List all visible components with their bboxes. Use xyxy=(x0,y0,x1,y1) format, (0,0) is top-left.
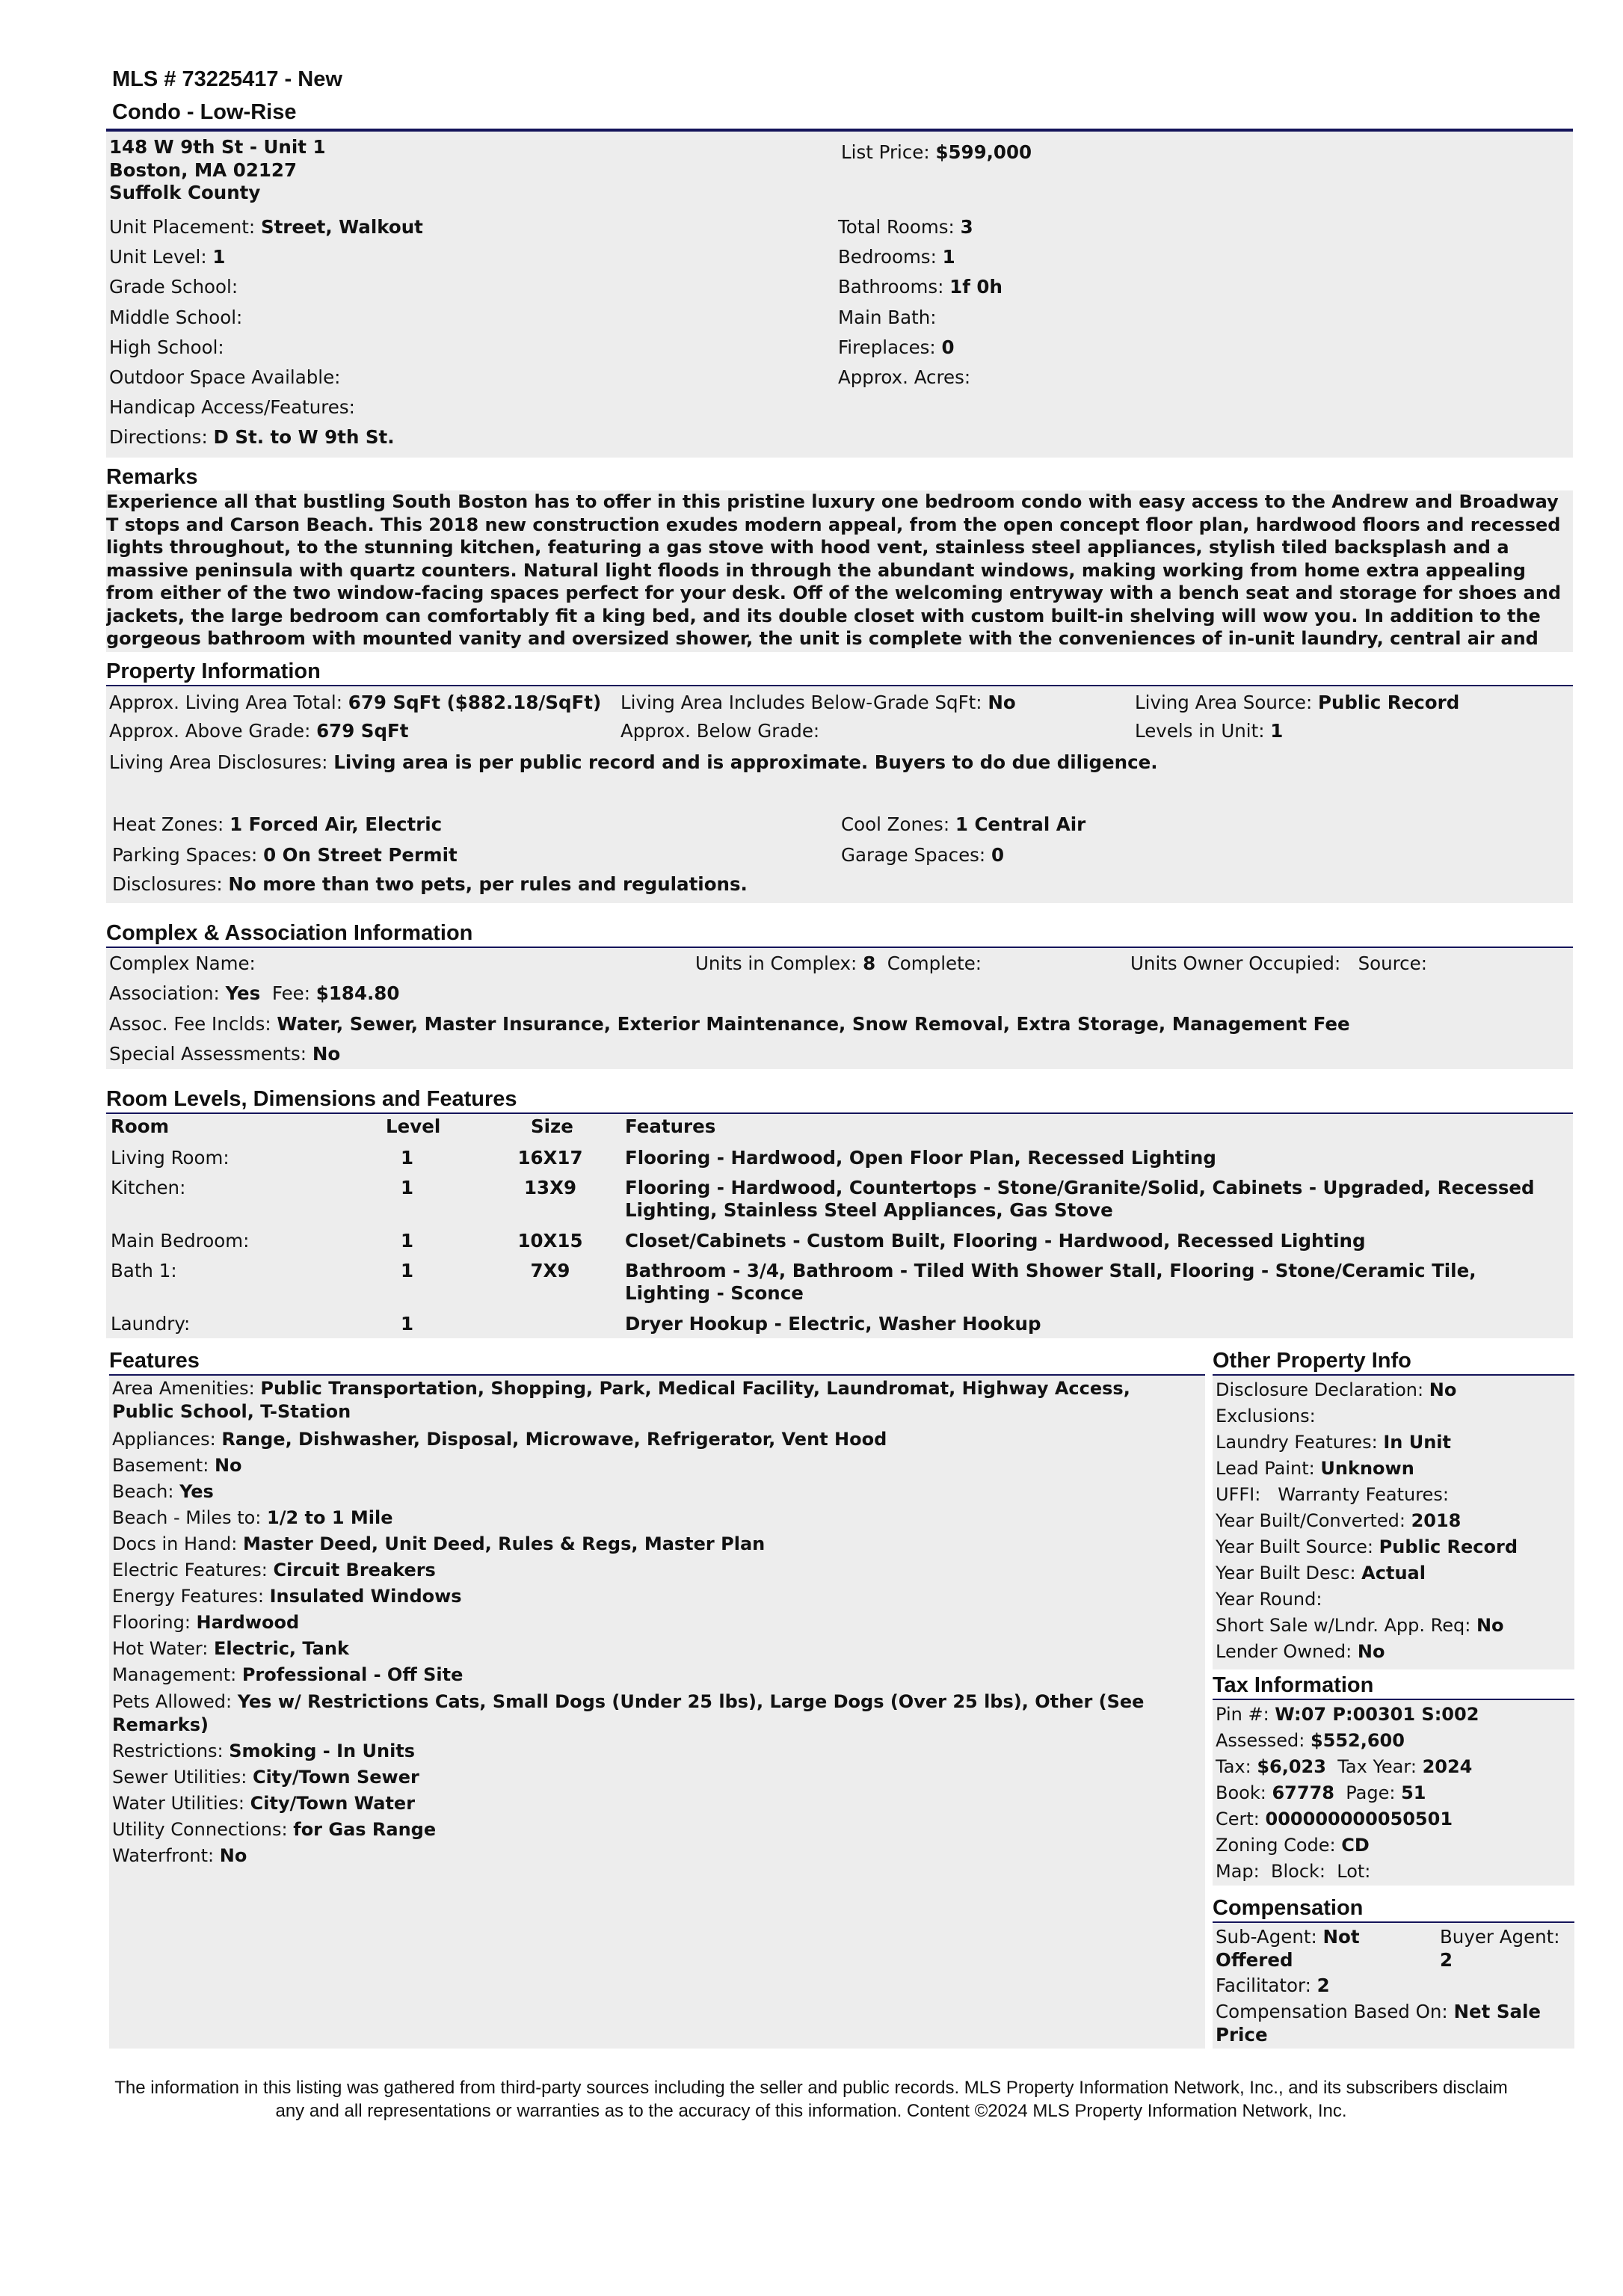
feature-beach: Beach: Yes xyxy=(112,1481,214,1502)
levels-in-unit: Levels in Unit: 1 xyxy=(1135,720,1284,742)
cool-zones: Cool Zones: 1 Central Air xyxy=(841,813,1086,835)
remarks-title: Remarks xyxy=(106,464,1573,492)
units-owner-occupied: Units Owner Occupied: Source: xyxy=(1130,952,1427,974)
tax-book: Book: 67778 Page: 51 xyxy=(1216,1782,1426,1803)
field-bedrooms: Bedrooms: 1 xyxy=(838,246,955,268)
address-county: Suffolk County xyxy=(109,182,261,203)
feature-basement: Basement: No xyxy=(112,1455,242,1476)
features-list xyxy=(112,1376,1189,1869)
field-total-rooms: Total Rooms: 3 xyxy=(838,216,973,238)
feature-management: Management: Professional - Off Site xyxy=(112,1664,464,1685)
tax-list xyxy=(1216,1702,1567,1885)
room-row-features: Flooring - Hardwood, Open Floor Plan, Recessed Lighting xyxy=(625,1147,1216,1169)
below-grade: Approx. Below Grade: xyxy=(620,720,820,742)
disclaimer-footer: The information in this listing was gathered from third-party sources including the seller and public records. MLS Property Information Network, Inc., and its subscribers disclaim any and all representations or warranties as to the accuracy of this information. Content ©2024 MLS Property Information Network, Inc. xyxy=(114,2078,1508,2121)
living-area-disclosures: Living Area Disclosures: Living area is per public record and is approximate. Buyers to do due diligence. xyxy=(109,751,1158,773)
room-row-size: 10X15 xyxy=(517,1230,583,1252)
feature-electric: Electric Features: Circuit Breakers xyxy=(112,1560,436,1581)
other-short-sale: Short Sale w/Lndr. App. Req: No xyxy=(1216,1615,1504,1636)
living-area-total: Approx. Living Area Total: 679 SqFt ($882.18/SqFt) xyxy=(109,692,602,713)
other-year-built: Year Built/Converted: 2018 xyxy=(1216,1510,1462,1531)
complex-name: Complex Name: xyxy=(109,952,256,974)
feature-appliances: Appliances: Range, Dishwasher, Disposal, Microwave, Refrigerator, Vent Hood xyxy=(112,1429,887,1450)
room-row-level: 1 xyxy=(401,1230,414,1252)
field-acres: Approx. Acres: xyxy=(838,366,971,389)
room-row-features: Bathroom - 3/4, Bathroom - Tiled With Shower Stall, Flooring - Stone/Ceramic Tile, Lighting - Sconce xyxy=(625,1260,1476,1304)
room-row-size: 13X9 xyxy=(523,1177,577,1198)
feature-sewer: Sewer Utilities: City/Town Sewer xyxy=(112,1767,419,1788)
feature-restrictions: Restrictions: Smoking - In Units xyxy=(112,1741,416,1761)
address-city: Boston, MA 02127 xyxy=(109,158,298,181)
garage-spaces: Garage Spaces: 0 xyxy=(841,844,1005,866)
field-unit-level: Unit Level: 1 xyxy=(109,246,226,268)
other-disclosure: Disclosure Declaration: No xyxy=(1216,1379,1457,1400)
field-main-bath: Main Bath: xyxy=(838,306,937,328)
parking-spaces: Parking Spaces: 0 On Street Permit xyxy=(112,844,458,866)
feature-beach-miles: Beach - Miles to: 1/2 to 1 Mile xyxy=(112,1507,393,1528)
tax-amount: Tax: $6,023 Tax Year: 2024 xyxy=(1216,1756,1473,1777)
feature-energy: Energy Features: Insulated Windows xyxy=(112,1586,462,1607)
tax-assessed: Assessed: $552,600 xyxy=(1216,1730,1405,1751)
right-fields xyxy=(838,212,1003,393)
units-in-complex: Units in Complex: 8 Complete: xyxy=(695,952,982,974)
other-laundry: Laundry Features: In Unit xyxy=(1216,1432,1452,1453)
other-info-title: Other Property Info xyxy=(1213,1347,1574,1376)
field-high-school: High School: xyxy=(109,336,224,358)
rooms-header-features: Features xyxy=(625,1115,716,1137)
listing-header xyxy=(112,63,342,129)
room-row-features: Dryer Hookup - Electric, Washer Hookup xyxy=(625,1313,1041,1335)
other-year-source: Year Built Source: Public Record xyxy=(1216,1536,1518,1557)
compensation-title: Compensation xyxy=(1213,1895,1574,1923)
property-type: Condo - Low-Rise xyxy=(112,100,297,124)
room-row-level: 1 xyxy=(401,1147,414,1169)
comp-sub-agent: Sub-Agent: Not Offered xyxy=(1216,1926,1360,1971)
room-row-room: Main Bedroom: xyxy=(111,1230,250,1252)
other-year-round: Year Round: xyxy=(1216,1589,1322,1610)
feature-pets: Pets Allowed: Yes w/ Restrictions Cats, Small Dogs (Under 25 lbs), Large Dogs (Over 25 lbs), Other (See Remarks) xyxy=(112,1691,1145,1735)
feature-docs: Docs in Hand: Master Deed, Unit Deed, Rules & Regs, Master Plan xyxy=(112,1533,766,1554)
feature-flooring: Flooring: Hardwood xyxy=(112,1612,300,1633)
feature-hot-water: Hot Water: Electric, Tank xyxy=(112,1638,349,1659)
address-street: 148 W 9th St - Unit 1 xyxy=(109,136,326,158)
room-row-level: 1 xyxy=(401,1260,414,1281)
address-block xyxy=(109,136,326,205)
room-row-features: Flooring - Hardwood, Countertops - Stone/Granite/Solid, Cabinets - Upgraded, Recessed Lighting, Stainless Steel Appliances, Gas Stove xyxy=(625,1177,1535,1221)
field-bathrooms: Bathrooms: 1f 0h xyxy=(838,276,1003,298)
list-price-value: $599,000 xyxy=(935,141,1032,163)
other-lender-owned: Lender Owned: No xyxy=(1216,1641,1385,1662)
rooms-title: Room Levels, Dimensions and Features xyxy=(106,1086,1573,1114)
feature-utility: Utility Connections: for Gas Range xyxy=(112,1819,437,1840)
comp-buyer-agent: Buyer Agent: 2 xyxy=(1440,1926,1560,1971)
room-row-room: Bath 1: xyxy=(111,1260,177,1281)
room-row-level: 1 xyxy=(401,1313,414,1335)
property-info-panel xyxy=(106,686,1573,903)
room-row-features: Closet/Cabinets - Custom Built, Flooring - Hardwood, Recessed Lighting xyxy=(625,1230,1366,1252)
special-assessments: Special Assessments: No xyxy=(109,1043,341,1065)
tax-pin: Pin #: W:07 P:00301 S:002 xyxy=(1216,1704,1479,1725)
field-grade-school: Grade School: xyxy=(109,276,238,298)
remarks-text: Experience all that bustling South Boston has to offer in this pristine luxury one bedroom condo with easy access to the Andrew and Broadway T stops and Carson Beach. This 2018 new construction exudes modern appeal, from the open concept floor plan, hardwood floors and recessed lights throughout, to the stunning kitchen, featuring a gas stove with hood vent, stainless steel appliances, stylish tiled backsplash and a massive peninsula with quartz counters. Natural light floods in through the abundant windows, making working from home extra appealing from either of the two window-facing spaces perfect for your desk. Off of the welcoming entryway with a bench seat and storage for shoes and jackets, the large bedroom can comfortably fit a king bed, and its double closet with custom built-in shelving will wow you. In addition to the gorgeous bathroom with mounted vanity and oversized shower, the unit is complete with the conveniences of in-unit laundry, central air and xyxy=(106,490,1573,652)
room-row-room: Living Room: xyxy=(111,1147,230,1169)
field-directions: Directions: D St. to W 9th St. xyxy=(109,426,395,449)
other-lead-paint: Lead Paint: Unknown xyxy=(1216,1458,1414,1479)
mls-number: MLS # 73225417 - New xyxy=(112,67,342,91)
feature-area-amenities: Area Amenities: Public Transportation, Shopping, Park, Medical Facility, Laundromat, Highway Access, Public School, T-Station xyxy=(112,1378,1130,1422)
tax-zoning: Zoning Code: CD xyxy=(1216,1835,1370,1856)
room-row-size: 7X9 xyxy=(530,1260,570,1281)
tax-title: Tax Information xyxy=(1213,1672,1574,1700)
fee-includes: Assoc. Fee Inclds: Water, Sewer, Master Insurance, Exterior Maintenance, Snow Removal, Extra Storage, Management Fee xyxy=(109,1013,1350,1035)
includes-below-grade: Living Area Includes Below-Grade SqFt: No xyxy=(620,692,1016,713)
field-middle-school: Middle School: xyxy=(109,306,243,328)
other-info-list xyxy=(1216,1377,1567,1665)
field-fireplaces: Fireplaces: 0 xyxy=(838,336,955,358)
room-row-room: Laundry: xyxy=(111,1313,191,1335)
tax-cert: Cert: 000000000050501 xyxy=(1216,1809,1453,1829)
rooms-header-level: Level xyxy=(386,1115,441,1137)
disclosures: Disclosures: No more than two pets, per rules and regulations. xyxy=(112,873,748,895)
left-fields xyxy=(109,212,423,453)
property-info-title: Property Information xyxy=(106,658,1573,686)
heat-zones: Heat Zones: 1 Forced Air, Electric xyxy=(112,813,443,835)
association: Association: Yes Fee: $184.80 xyxy=(109,982,400,1004)
list-price: List Price: $599,000 xyxy=(841,141,1032,163)
feature-water: Water Utilities: City/Town Water xyxy=(112,1793,416,1814)
comp-facilitator: Facilitator: 2 xyxy=(1216,1975,1330,1996)
field-outdoor-space: Outdoor Space Available: xyxy=(109,366,341,389)
tax-map: Map: Block: Lot: xyxy=(1216,1861,1371,1882)
room-row-room: Kitchen: xyxy=(111,1177,186,1198)
comp-based-on: Compensation Based On: Net Sale Price xyxy=(1216,2001,1542,2046)
room-row-size: 16X17 xyxy=(517,1147,583,1169)
field-unit-placement: Unit Placement: Street, Walkout xyxy=(109,216,423,238)
feature-waterfront: Waterfront: No xyxy=(112,1845,247,1866)
complex-title: Complex & Association Information xyxy=(106,920,1573,948)
above-grade: Approx. Above Grade: 679 SqFt xyxy=(109,720,409,742)
features-title: Features xyxy=(109,1347,1205,1376)
other-year-desc: Year Built Desc: Actual xyxy=(1216,1563,1426,1583)
field-handicap: Handicap Access/Features: xyxy=(109,396,355,419)
other-uffi: UFFI: Warranty Features: xyxy=(1216,1484,1449,1505)
other-exclusions: Exclusions: xyxy=(1216,1406,1316,1426)
rooms-header-room: Room xyxy=(111,1115,170,1137)
living-area-source: Living Area Source: Public Record xyxy=(1135,692,1460,713)
rooms-header-size: Size xyxy=(531,1115,573,1137)
room-row-level: 1 xyxy=(401,1177,414,1198)
